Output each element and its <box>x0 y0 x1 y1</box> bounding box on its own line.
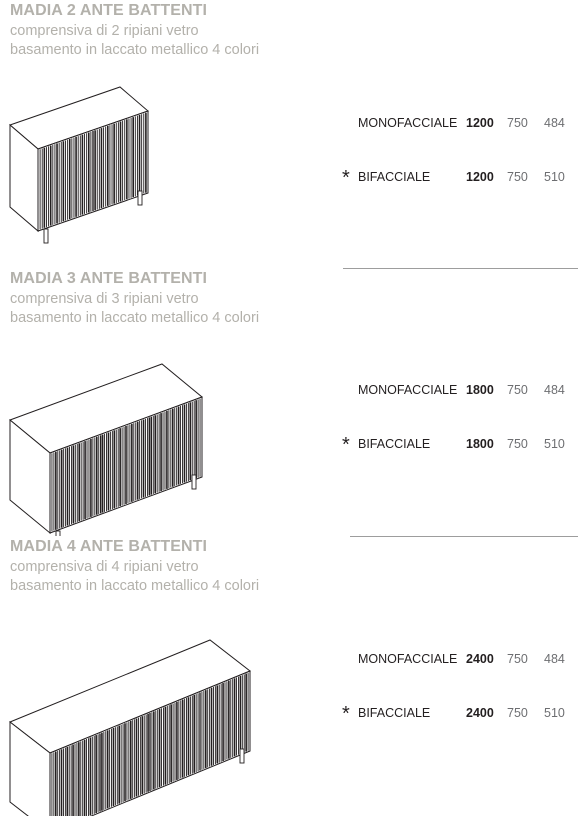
spec-depth: 484 <box>544 652 565 666</box>
product-subtitle-base: basamento in laccato metallico 4 colori <box>10 578 260 594</box>
product-section-2 <box>0 268 578 536</box>
product-subtitle-base: basamento in laccato metallico 4 colori <box>10 310 260 326</box>
bifacial-asterisk: * <box>342 703 350 725</box>
spec-width: 2400 <box>466 652 494 666</box>
spec-label: MONOFACCIALE <box>358 116 458 130</box>
spec-depth: 484 <box>544 116 565 130</box>
spec-height: 750 <box>507 706 528 720</box>
spec-height: 750 <box>507 170 528 184</box>
spec-depth: 510 <box>544 706 565 720</box>
spec-depth: 510 <box>544 170 565 184</box>
spec-width: 1800 <box>466 383 494 397</box>
sideboard-4-doors-illustration <box>0 536 578 816</box>
spec-height: 750 <box>507 437 528 451</box>
spec-width: 2400 <box>466 706 494 720</box>
product-title: MADIA 3 ANTE BATTENTI <box>10 270 208 287</box>
bifacial-asterisk: * <box>342 167 350 189</box>
spec-width: 1800 <box>466 437 494 451</box>
cabinet-leg <box>138 191 142 205</box>
product-title: MADIA 2 ANTE BATTENTI <box>10 2 208 19</box>
product-section-3 <box>0 536 578 816</box>
bifacial-asterisk: * <box>342 434 350 456</box>
spec-label: MONOFACCIALE <box>358 652 458 666</box>
spec-width: 1200 <box>466 170 494 184</box>
spec-width: 1200 <box>466 116 494 130</box>
spec-label: BIFACCIALE <box>358 706 431 720</box>
spec-label: BIFACCIALE <box>358 437 431 451</box>
spec-height: 750 <box>507 652 528 666</box>
spec-height: 750 <box>507 383 528 397</box>
cabinet-leg <box>44 229 48 243</box>
spec-label: BIFACCIALE <box>358 170 431 184</box>
cabinet-leg <box>192 475 196 489</box>
product-subtitle-shelves: comprensiva di 2 ripiani vetro <box>10 23 199 39</box>
sideboard-3-doors-illustration <box>0 268 578 536</box>
product-subtitle-shelves: comprensiva di 4 ripiani vetro <box>10 559 199 575</box>
product-title: MADIA 4 ANTE BATTENTI <box>10 538 208 555</box>
product-section-1 <box>0 0 578 268</box>
spec-depth: 510 <box>544 437 565 451</box>
product-subtitle-shelves: comprensiva di 3 ripiani vetro <box>10 291 199 307</box>
spec-depth: 484 <box>544 383 565 397</box>
spec-label: MONOFACCIALE <box>358 383 458 397</box>
cabinet-leg <box>240 749 244 763</box>
product-subtitle-base: basamento in laccato metallico 4 colori <box>10 42 260 58</box>
spec-height: 750 <box>507 116 528 130</box>
sideboard-2-doors-illustration <box>0 0 578 268</box>
